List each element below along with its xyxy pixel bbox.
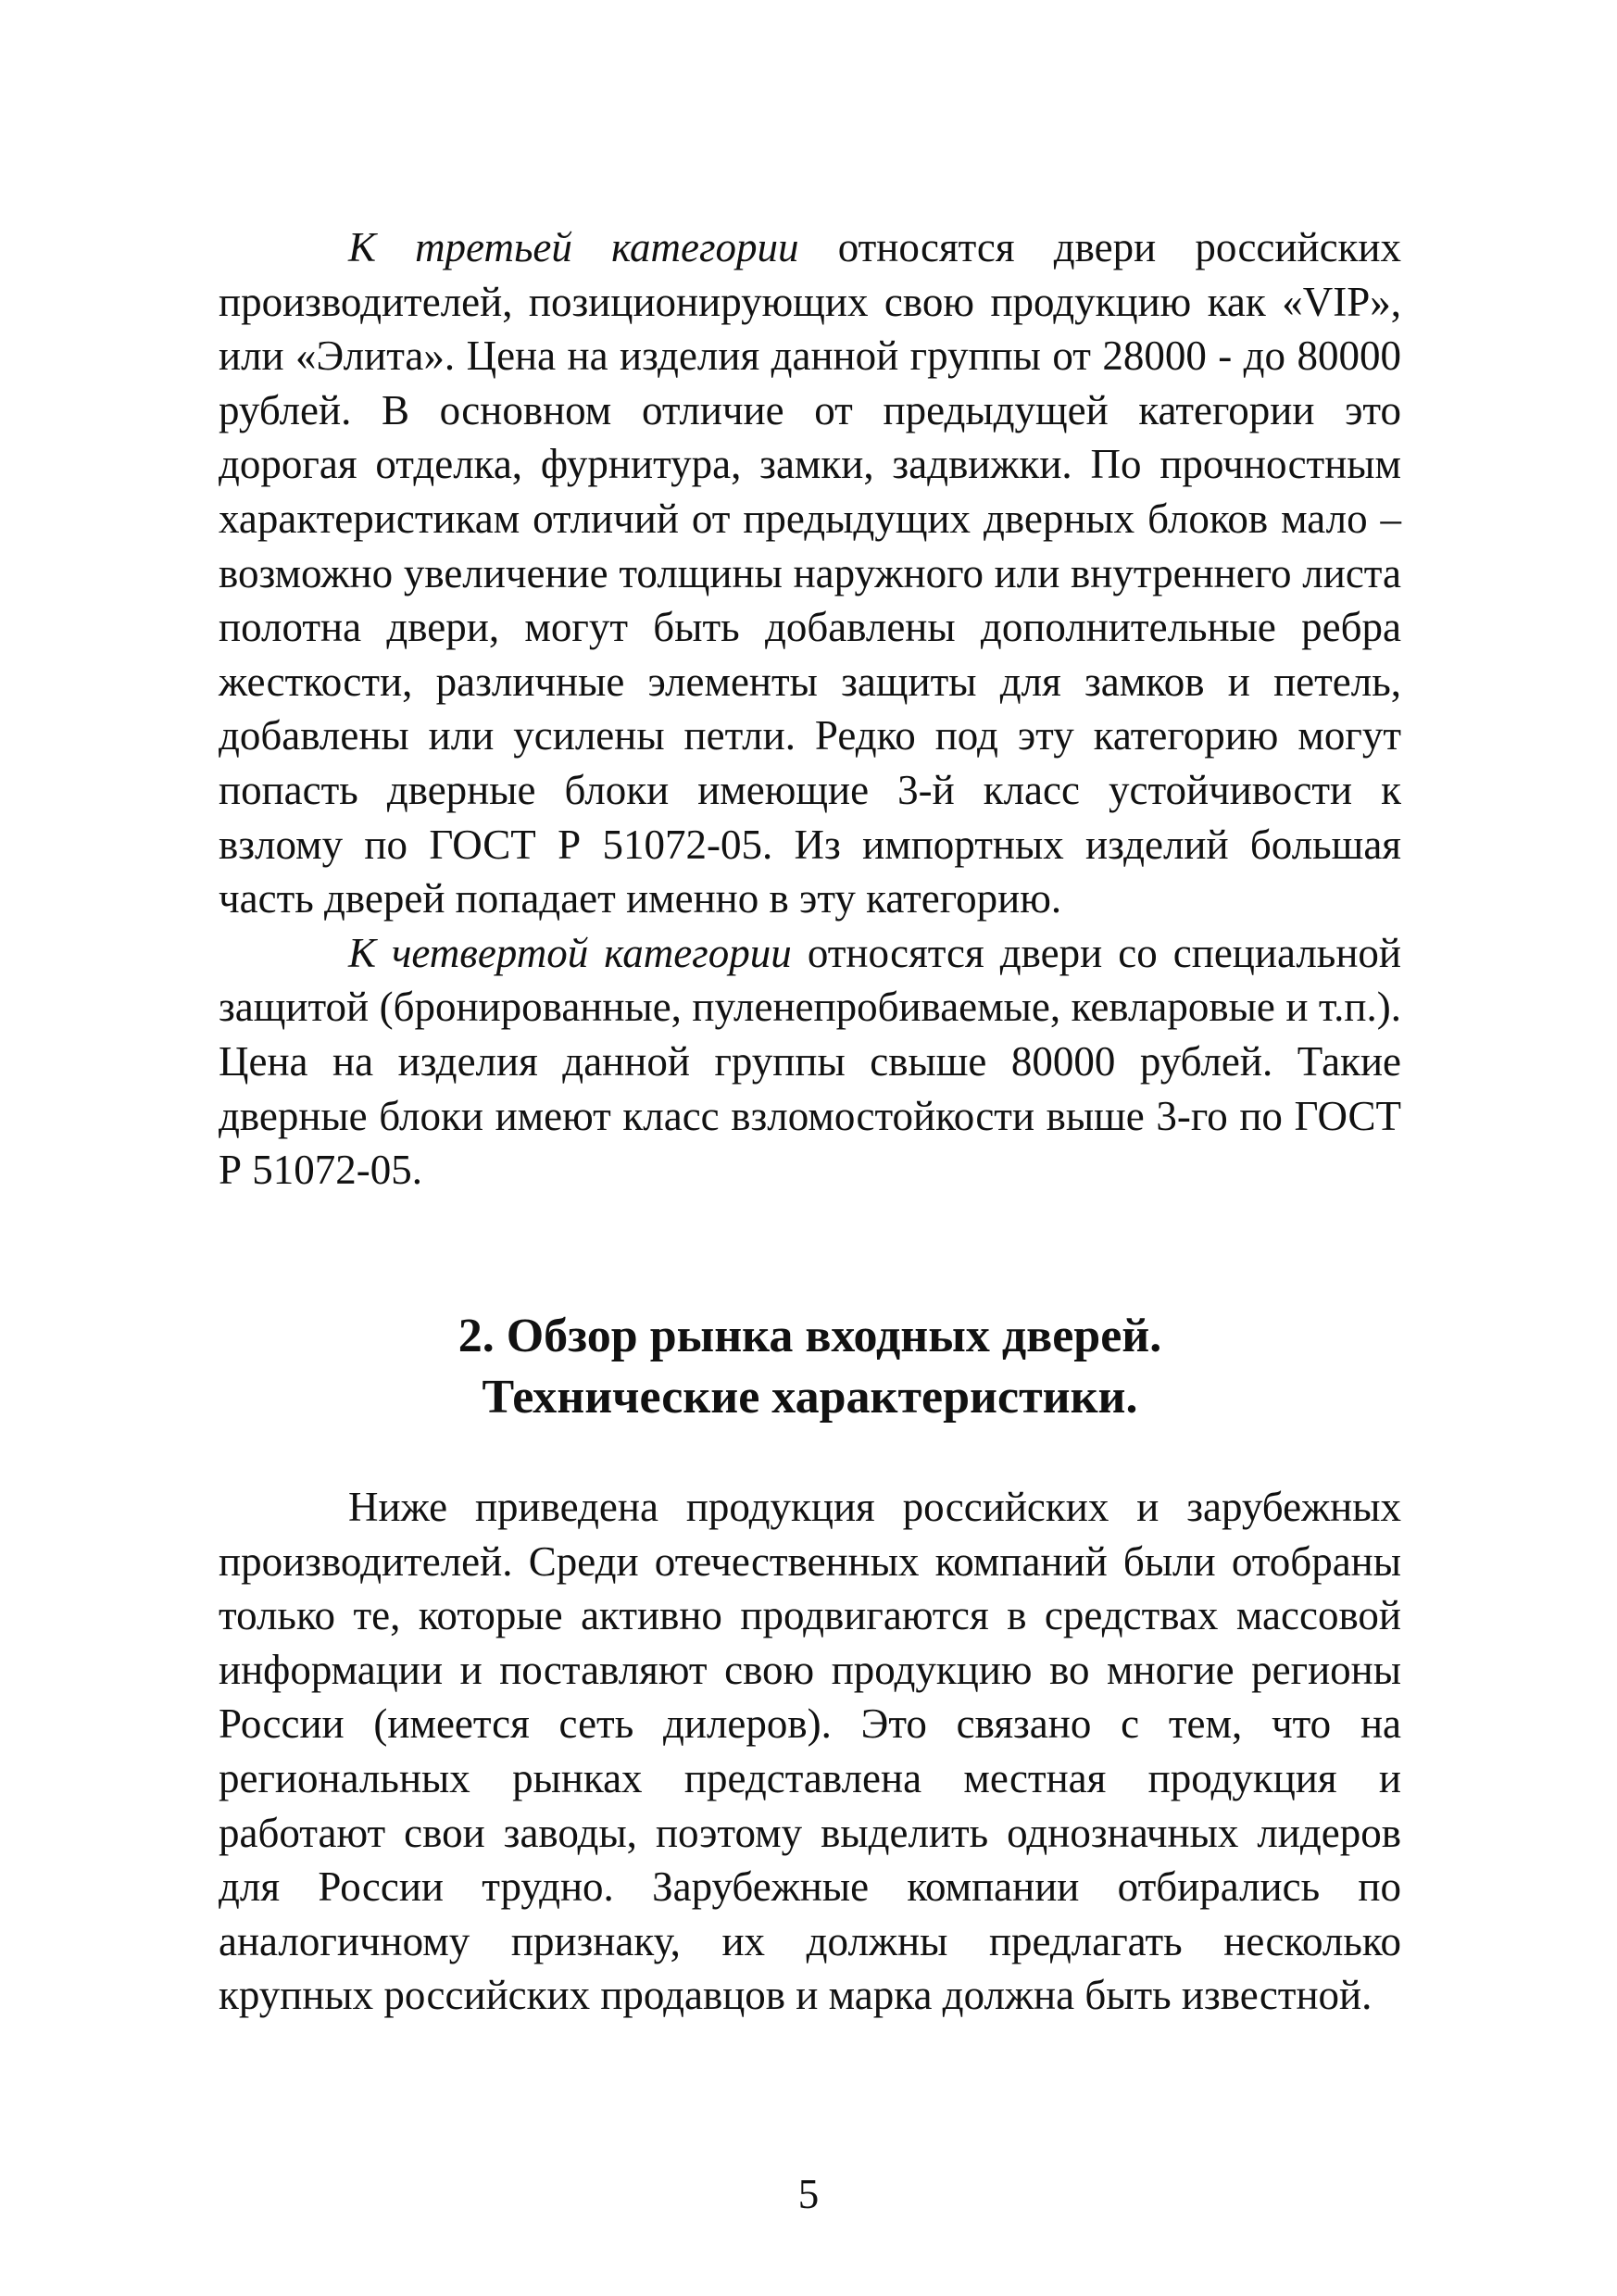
paragraph-fourth-category xyxy=(219,926,1401,1198)
fourth-category-text: относятся двери со специальной защитой (бронированные, пуленепробиваемые, кевларовые и т.п.). Цена на изделия данной группы свыше 80000 рублей. Такие дверные блоки имеют класс взломостойкости выше 3-го по ГОСТ Р 51072-05. xyxy=(219,929,1401,1194)
paragraph-third-category xyxy=(219,220,1401,926)
market-overview-text: Ниже приведена продукция российских и зарубежных производителей. Среди отечественных компаний были отобраны только те, которые активно продвигаются в средствах массовой информации и поставляют свою продукцию во многие регионы России (имеется сеть дилеров). Это связано с тем, что на региональных рынках представлена местная продукция и работают свои заводы, поэтому выделить однозначных лидеров для России трудно. Зарубежные компании отбирались по аналогичному признаку, их должны предлагать несколько крупных российских продавцов и марка должна быть известной. xyxy=(219,1484,1401,2019)
section-heading xyxy=(219,1306,1401,1428)
paragraph-market-overview xyxy=(219,1480,1401,2023)
third-category-text: относятся двери российских производителей, позиционирующих свою продукцию как «VIP», или «Элита». Цена на изделия данной группы от 28000 - до 80000 рублей. В основном отличие от предыдущей категории это дорогая отделка, фурнитура, замки, задвижки. По прочностным характеристикам отличий от предыдущих дверных блоков мало – возможно увеличение толщины наружного или внутреннего листа полотна двери, могут быть добавлены дополнительные ребра жесткости, различные элементы защиты для замков и петель, добавлены или усилены петли. Редко под эту категорию могут попасть дверные блоки имеющие 3-й класс устойчивости к взлому по ГОСТ Р 51072-05. Из импортных изделий большая часть дверей попадает именно в эту категорию. xyxy=(219,224,1401,922)
third-category-term: К третьей категории xyxy=(348,224,799,270)
section-heading-line-2: Технические характеристики. xyxy=(482,1371,1138,1424)
section-heading-line-1: 2. Обзор рынка входных дверей. xyxy=(458,1310,1162,1362)
body-text-bottom xyxy=(219,1480,1401,2023)
fourth-category-term: К четвертой категории xyxy=(348,929,792,976)
body-text-top xyxy=(219,220,1401,1198)
page-number: 5 xyxy=(797,2171,820,2217)
